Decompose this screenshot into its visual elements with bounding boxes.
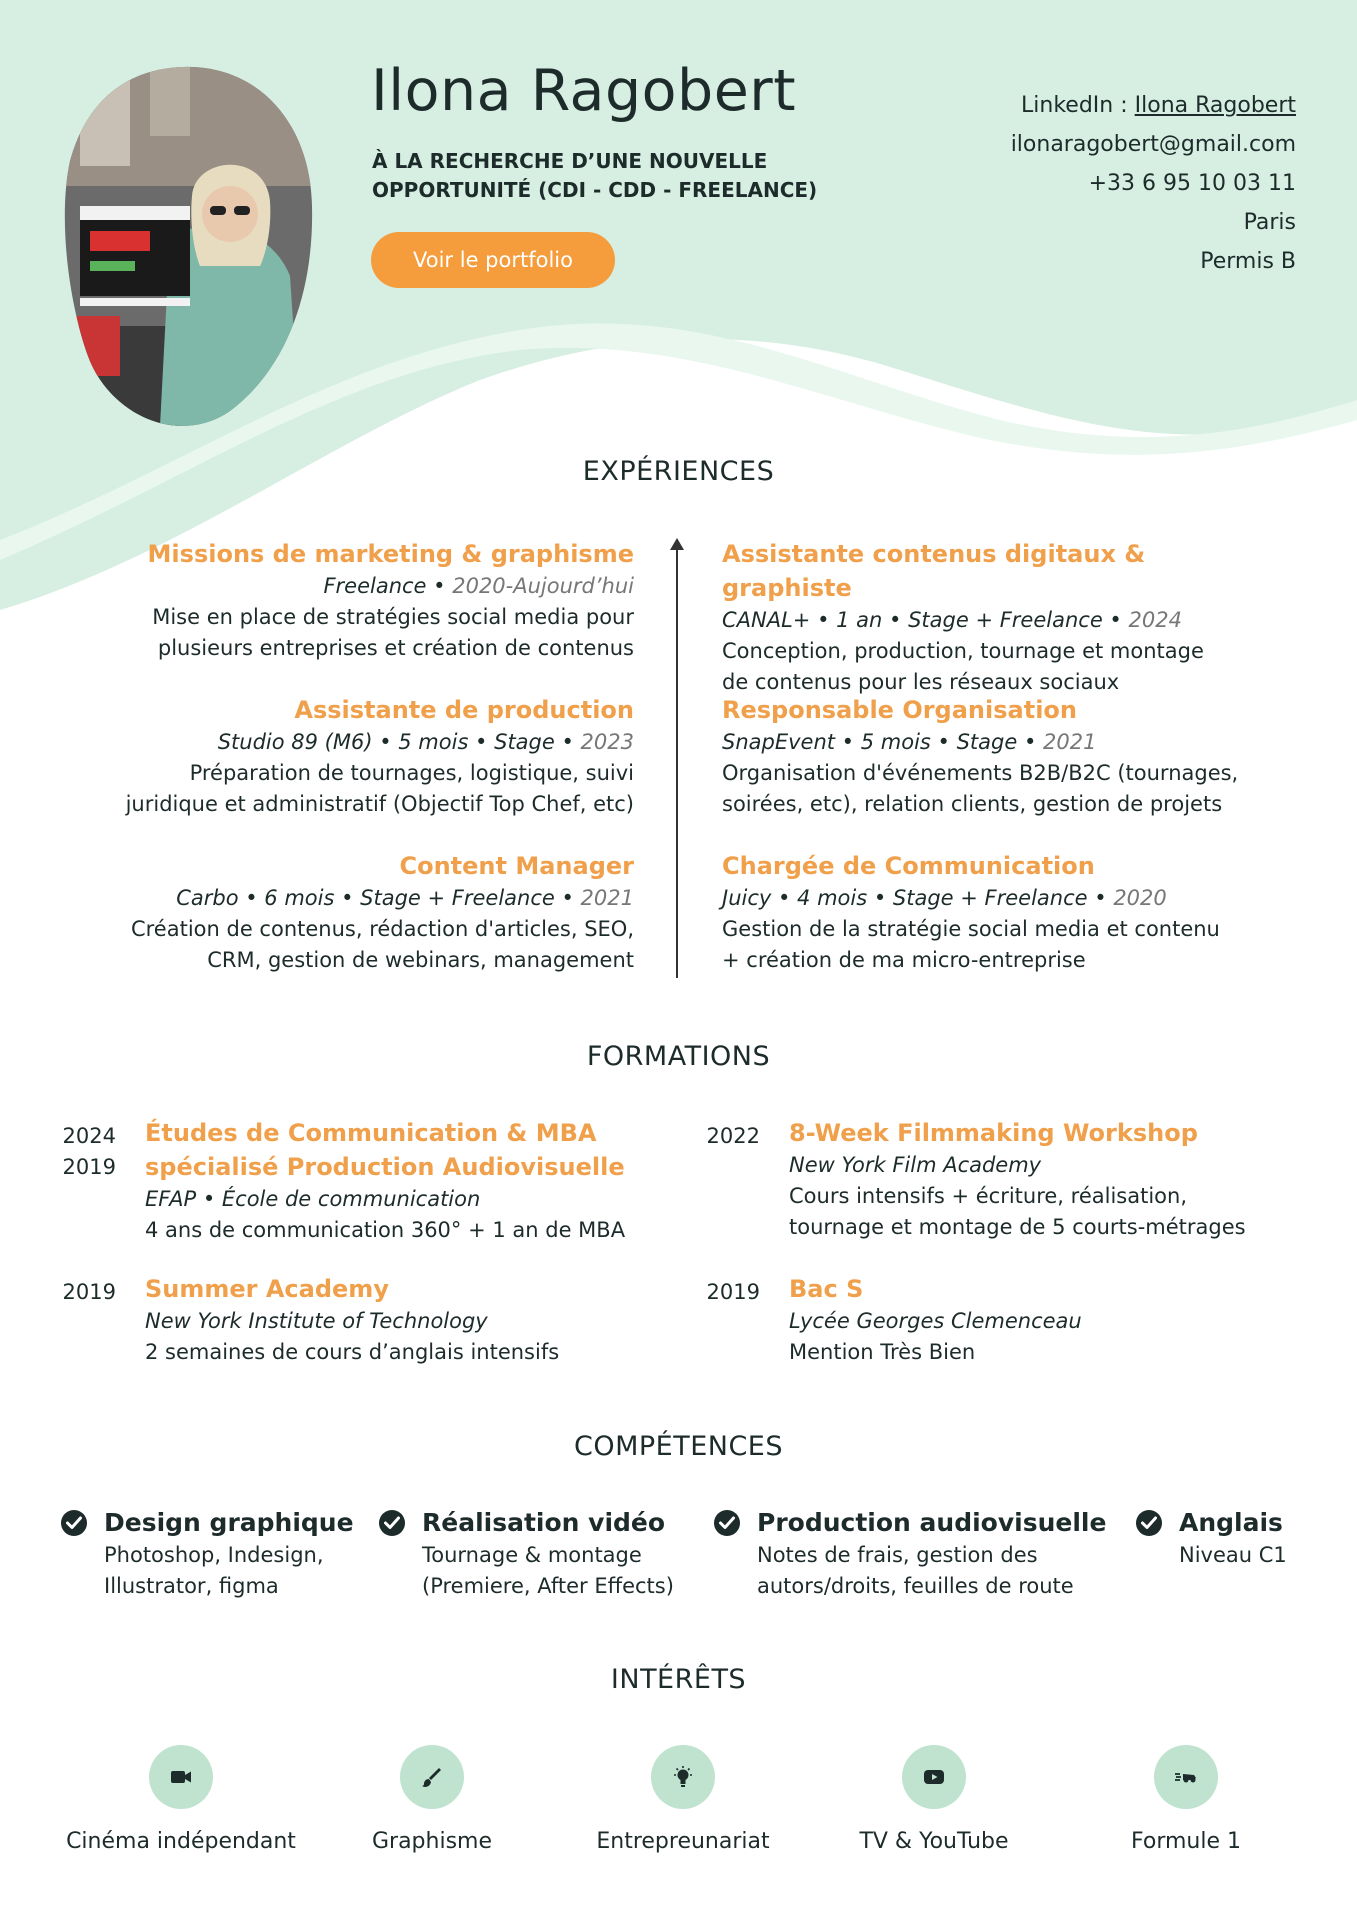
formation-years — [700, 1277, 760, 1308]
experience-company: CANAL+ • 1 an • Stage + Freelance • — [722, 608, 1129, 632]
formation-item — [145, 1116, 665, 1246]
formation-title: 8-Week Filmmaking Workshop — [789, 1119, 1198, 1147]
experience-meta — [722, 883, 1282, 914]
tagline-line-1: À LA RECHERCHE D’UNE NOUVELLE — [372, 149, 768, 173]
skill-desc: Photoshop, Indesign, — [104, 1543, 324, 1567]
experience-meta — [722, 605, 1282, 636]
linkedin-row — [1011, 86, 1296, 125]
experience-desc: Organisation d'événements B2B/B2C (tournages, — [722, 761, 1239, 785]
experience-title: Assistante contenus digitaux & graphiste — [722, 540, 1146, 602]
experience-company: Carbo • 6 mois • Stage + Freelance • — [176, 886, 581, 910]
video-camera-icon — [149, 1745, 213, 1809]
interest-item — [1056, 1745, 1316, 1854]
driving-license: Permis B — [1200, 249, 1296, 274]
experience-desc: Mise en place de stratégies social media pour — [152, 605, 634, 629]
experience-title: Missions de marketing & graphisme — [147, 540, 634, 568]
check-circle-icon — [714, 1510, 740, 1536]
experience-year: 2020-Aujourd’hui — [452, 574, 634, 598]
skill-desc: Tournage & montage — [422, 1543, 642, 1567]
skill-title: Anglais — [1179, 1508, 1283, 1537]
skill-text — [422, 1506, 674, 1602]
experience-desc: Création de contenus, rédaction d'articles, SEO, — [130, 917, 634, 941]
formation-item — [789, 1116, 1309, 1243]
interest-label: Entrepreunariat — [596, 1829, 770, 1854]
skill-desc: Niveau C1 — [1179, 1543, 1287, 1567]
interest-label: TV & YouTube — [859, 1829, 1009, 1854]
skill-title: Production audiovisuelle — [757, 1508, 1107, 1537]
profile-photo — [60, 66, 318, 426]
formation-title: Études de Communication & MBA — [145, 1119, 597, 1147]
lightbulb-icon — [651, 1745, 715, 1809]
formation-years — [700, 1121, 760, 1152]
formation-title: spécialisé Production Audiovisuelle — [145, 1153, 625, 1181]
experience-year: 2020 — [1113, 886, 1167, 910]
skill-desc: Illustrator, figma — [104, 1574, 279, 1598]
youtube-icon — [902, 1745, 966, 1809]
formation-year-end: 2024 — [62, 1124, 116, 1148]
formation-desc: tournage et montage de 5 courts-métrages — [789, 1215, 1246, 1239]
contact-block — [1011, 86, 1296, 281]
skill-text — [104, 1506, 354, 1602]
paintbrush-icon — [400, 1745, 464, 1809]
experience-desc: CRM, gestion de webinars, management — [207, 948, 634, 972]
formation-desc: 2 semaines de cours d’anglais intensifs — [145, 1340, 560, 1364]
skill-desc: autors/droits, feuilles de route — [757, 1574, 1074, 1598]
experience-company: Studio 89 (M6) • 5 mois • Stage • — [217, 730, 581, 754]
formation-years — [56, 1121, 116, 1183]
experience-desc: Conception, production, tournage et montage — [722, 639, 1204, 663]
tagline-line-2: OPPORTUNITÉ (CDI - CDD - FREELANCE) — [372, 178, 818, 202]
experience-item — [722, 849, 1282, 976]
formation-school: Lycée Georges Clemenceau — [789, 1309, 1082, 1333]
formation-desc: 4 ans de communication 360° + 1 an de MBA — [145, 1218, 626, 1242]
experience-year: 2021 — [580, 886, 634, 910]
formation-year: 2019 — [62, 1280, 116, 1304]
city: Paris — [1243, 210, 1296, 235]
formations-title: FORMATIONS — [586, 1041, 771, 1072]
experience-meta — [74, 883, 634, 914]
experience-title: Chargée de Communication — [722, 852, 1095, 880]
check-circle-icon — [61, 1510, 87, 1536]
experience-desc: plusieurs entreprises et création de contenus — [157, 636, 634, 660]
formation-school: EFAP • École de communication — [145, 1187, 481, 1211]
timeline-line — [676, 546, 678, 978]
experience-title: Responsable Organisation — [722, 696, 1077, 724]
experience-company: SnapEvent • 5 mois • Stage • — [722, 730, 1044, 754]
experience-title: Assistante de production — [294, 696, 634, 724]
interest-label: Graphisme — [371, 1829, 493, 1854]
check-circle-icon — [1136, 1510, 1162, 1536]
experience-desc: Gestion de la stratégie social media et contenu — [722, 917, 1220, 941]
check-circle-icon — [379, 1510, 405, 1536]
experience-item — [74, 537, 634, 664]
experience-desc: juridique et administratif (Objectif Top Chef, etc) — [125, 792, 634, 816]
formation-desc: Cours intensifs + écriture, réalisation, — [789, 1184, 1187, 1208]
skill-text — [757, 1506, 1106, 1602]
formation-item — [789, 1272, 1309, 1368]
skill-desc: Notes de frais, gestion des — [757, 1543, 1038, 1567]
email[interactable]: ilonaragobert@gmail.com — [1010, 132, 1296, 157]
experience-company: Freelance • — [323, 574, 453, 598]
experience-desc: + création de ma micro-entreprise — [722, 948, 1086, 972]
experience-company: Juicy • 4 mois • Stage + Freelance • — [722, 886, 1114, 910]
experience-desc: de contenus pour les réseaux sociaux — [722, 670, 1120, 694]
linkedin-label: LinkedIn : — [1021, 93, 1135, 118]
skill-title: Design graphique — [104, 1508, 354, 1537]
skill-text — [1179, 1506, 1287, 1571]
experience-desc: soirées, etc), relation clients, gestion de projets — [722, 792, 1223, 816]
formation-year: 2022 — [706, 1124, 760, 1148]
experience-item — [722, 693, 1282, 820]
interets-title: INTÉRÊTS — [610, 1664, 747, 1695]
competences-title: COMPÉTENCES — [573, 1431, 784, 1462]
experience-meta — [74, 727, 634, 758]
job-search-tagline — [372, 147, 817, 205]
formation-item — [145, 1272, 665, 1368]
experience-meta — [722, 727, 1282, 758]
racing-car-icon — [1154, 1745, 1218, 1809]
timeline-arrow-icon — [670, 538, 684, 550]
candidate-name: Ilona Ragobert — [371, 58, 797, 124]
experience-year: 2021 — [1043, 730, 1097, 754]
experience-item — [722, 537, 1282, 698]
interest-item — [51, 1745, 311, 1854]
formation-year-start: 2019 — [62, 1155, 116, 1179]
linkedin-link[interactable]: Ilona Ragobert — [1134, 93, 1296, 118]
interest-item — [302, 1745, 562, 1854]
interest-label: Formule 1 — [1131, 1829, 1241, 1854]
experience-item — [74, 693, 634, 820]
formation-school: New York Film Academy — [789, 1153, 1042, 1177]
interest-label: Cinéma indépendant — [66, 1829, 296, 1854]
experience-meta — [74, 571, 634, 602]
experience-title: Content Manager — [399, 852, 634, 880]
skill-title: Réalisation vidéo — [422, 1508, 666, 1537]
experiences-title: EXPÉRIENCES — [582, 456, 775, 487]
portfolio-button[interactable]: Voir le portfolio — [371, 232, 615, 288]
skill-desc: (Premiere, After Effects) — [422, 1574, 674, 1598]
experience-desc: Préparation de tournages, logistique, suivi — [189, 761, 634, 785]
formation-year: 2019 — [706, 1280, 760, 1304]
formation-years — [56, 1277, 116, 1308]
experience-year: 2023 — [580, 730, 634, 754]
experience-item — [74, 849, 634, 976]
interest-item — [804, 1745, 1064, 1854]
experience-year: 2024 — [1128, 608, 1182, 632]
formation-title: Summer Academy — [145, 1275, 389, 1303]
formation-title: Bac S — [789, 1275, 864, 1303]
phone: +33 6 95 10 03 11 — [1088, 171, 1296, 196]
interest-item — [553, 1745, 813, 1854]
formation-school: New York Institute of Technology — [145, 1309, 488, 1333]
formation-desc: Mention Très Bien — [789, 1340, 976, 1364]
